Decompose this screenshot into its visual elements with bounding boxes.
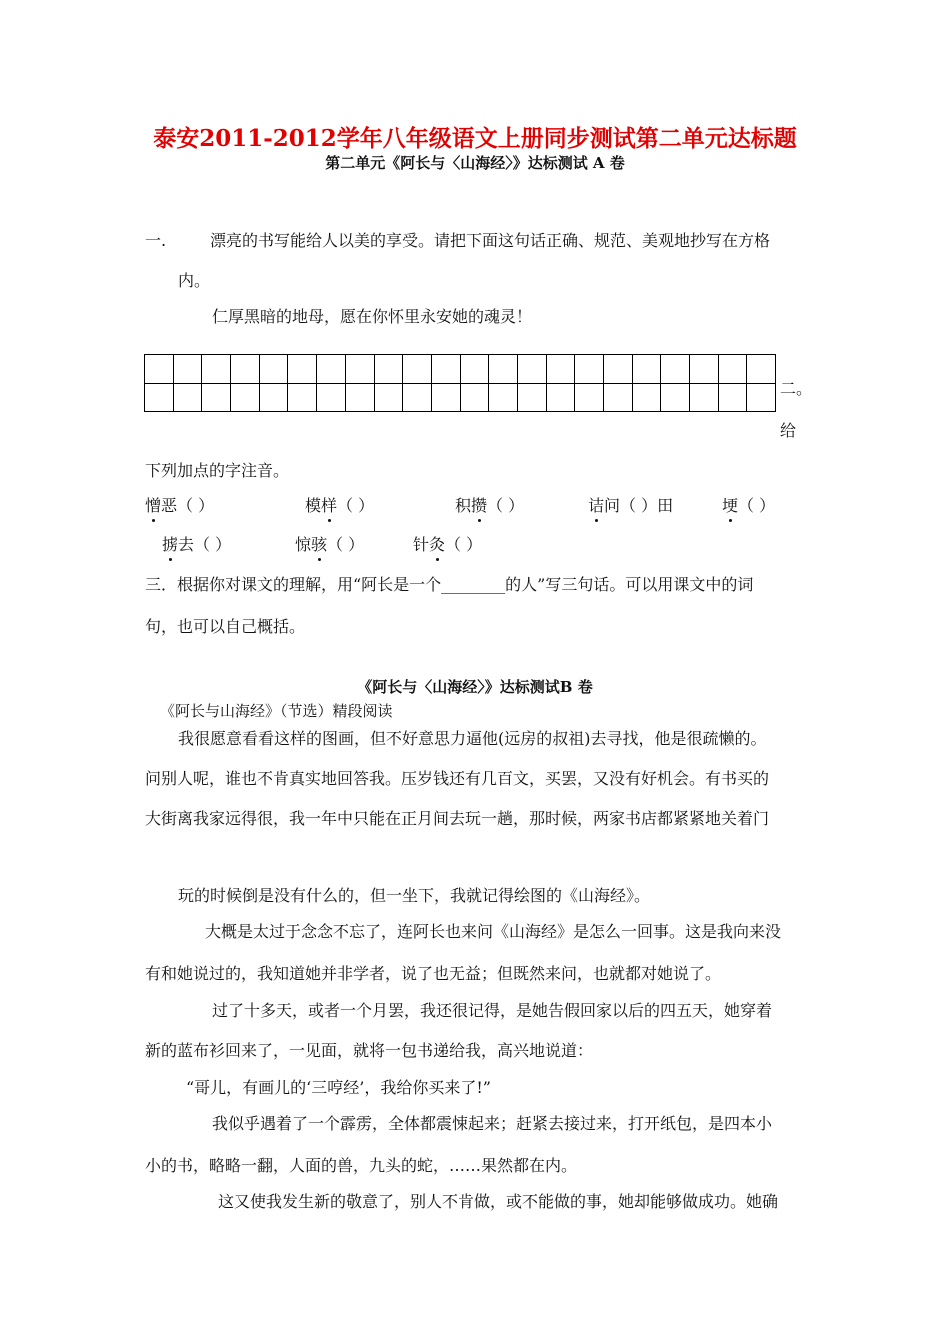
- paragraph-line: 我似乎遇着了一个霹雳，全体都震悚起来；赶紧去接过来，打开纸包，是四本小: [212, 1114, 773, 1133]
- q2-text: 下列加点的字注音。: [145, 461, 290, 480]
- q3-text: 三．根据你对课文的理解，用“阿长是一个________的人”写三句话。可以用课文中的词: [145, 575, 754, 594]
- q1-number: 一.: [145, 231, 167, 250]
- pinyin-item: 掳去（ ）: [162, 532, 231, 555]
- document-subtitle: 第二单元《阿长与〈山海经〉》达标测试 A 卷: [325, 154, 625, 172]
- paragraph-line: 小的书，略略一翻，人面的兽，九头的蛇，……果然都在内。: [145, 1156, 578, 1175]
- q3-text-cont: 句，也可以自己概括。: [145, 617, 306, 636]
- quote-line: “哥儿，有画儿的‘三哼经’，我给你买来了!”: [186, 1078, 491, 1097]
- q1-text-cont: 内。: [178, 271, 211, 290]
- pinyin-item: 惊骇（ ）: [295, 532, 364, 555]
- grid-row: [145, 355, 776, 384]
- pinyin-item: 憎恶（ ）: [145, 493, 214, 516]
- q1-sentence: 仁厚黑暗的地母，愿在你怀里永安她的魂灵！: [212, 307, 533, 326]
- part-b-title: 《阿长与〈山海经〉》达标测试B 卷: [357, 678, 593, 696]
- paragraph-line: 问别人呢，谁也不肯真实地回答我。压岁钱还有几百文，买罢，又没有好机会。有书买的: [145, 769, 770, 788]
- dotted-char: 憎: [145, 493, 161, 516]
- pinyin-item: 诘问（ ）田: [588, 493, 673, 516]
- paragraph-line: 大概是太过于念念不忘了，连阿长也来问《山海经》是怎么一回事。这是我向来没: [205, 922, 782, 941]
- q2-give: 给: [780, 421, 797, 440]
- dotted-char: 样: [321, 493, 337, 516]
- grid-row: [145, 383, 776, 412]
- paragraph-line: 新的蓝布衫回来了，一见面，就将一包书递给我，高兴地说道：: [145, 1041, 594, 1060]
- q1-text: 漂亮的书写能给人以美的享受。请把下面这句话正确、规范、美观地抄写在方格: [210, 231, 771, 250]
- dotted-char: 诘: [588, 493, 604, 516]
- paragraph-line: 大街离我家远得很，我一年中只能在正月间去玩一趟，那时候，两家书店都紧紧地关着门: [145, 809, 770, 828]
- part-b-source: 《阿长与山海经》（节选）精段阅读: [160, 702, 393, 720]
- q2-number: 二。: [780, 379, 813, 398]
- paragraph-line: 我很愿意看看这样的图画，但不好意思力逼他(远房的叔祖)去寻找，他是很疏懒的。: [178, 729, 767, 748]
- pinyin-item: 积攒（ ）: [455, 493, 524, 516]
- dotted-char: 骇: [311, 532, 327, 555]
- pinyin-item: 针灸（ ）: [413, 532, 482, 555]
- paragraph-line: 过了十多天，或者一个月罢，我还很记得，是她告假回家以后的四五天，她穿着: [212, 1001, 773, 1020]
- paragraph-line: 这又使我发生新的敬意了，别人不肯做，或不能做的事，她却能够做成功。她确: [218, 1192, 779, 1211]
- paragraph-line: 有和她说过的，我知道她并非学者，说了也无益；但既然来问，也就都对她说了。: [145, 964, 722, 983]
- dotted-char: 攒: [471, 493, 487, 516]
- document-title: 泰安2011-2012学年八年级语文上册同步测试第二单元达标题: [153, 125, 797, 152]
- pinyin-item: 模样（ ）: [305, 493, 374, 516]
- paragraph-line: 玩的时候倒是没有什么的，但一坐下，我就记得绘图的《山海经》。: [178, 886, 651, 905]
- writing-grid[interactable]: [144, 354, 776, 412]
- pinyin-item: 埂（ ）: [722, 493, 775, 516]
- dotted-char: 灸: [429, 532, 445, 555]
- dotted-char: 掳: [162, 532, 178, 555]
- dotted-char: 埂: [722, 493, 738, 516]
